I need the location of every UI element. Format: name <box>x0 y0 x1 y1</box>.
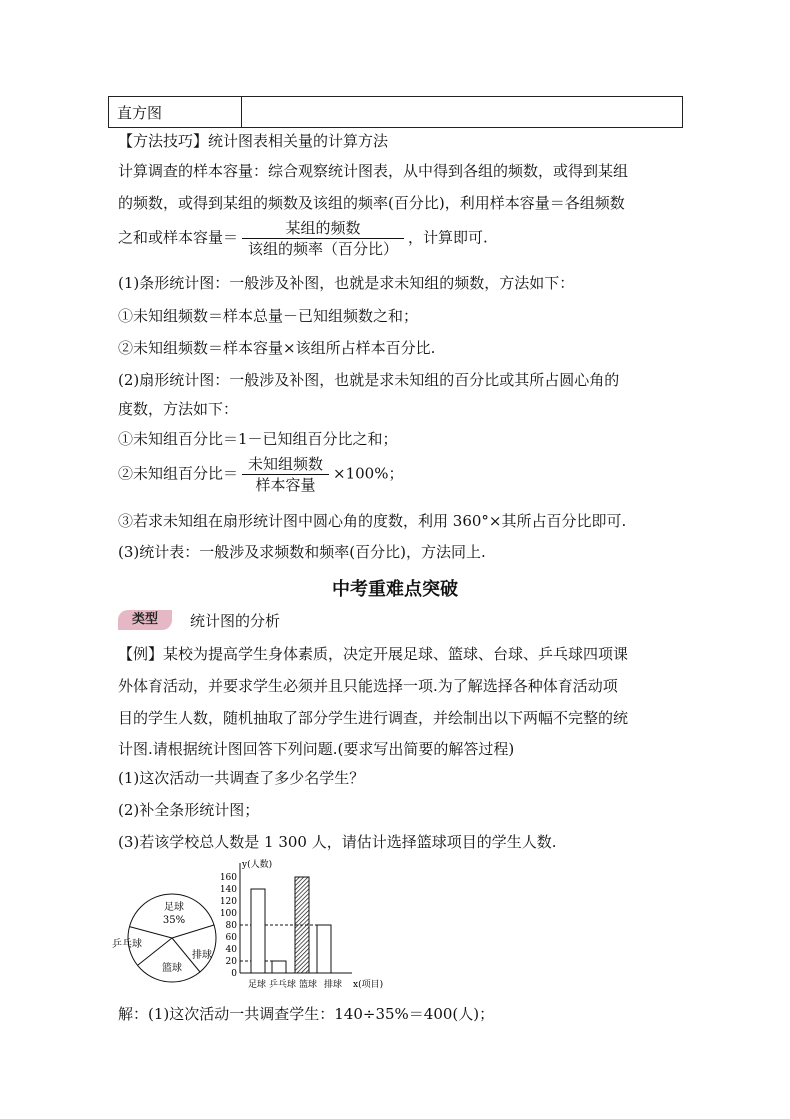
example-line-4: 计图.请根据统计图回答下列问题.(要求写出简要的解答过程) <box>118 740 515 758</box>
method-heading: 【方法技巧】统计图表相关量的计算方法 <box>118 132 389 150</box>
section-title: 中考重难点突破 <box>332 579 458 600</box>
pie-label-basketball: 篮球 <box>162 963 182 974</box>
method-paragraph-line-1: 计算调查的样本容量：综合观察统计图表，从中得到各组的频数，或得到某组 <box>118 162 629 180</box>
pie-label-football: 足球 <box>164 902 184 913</box>
bar-chart-rule-2: ②未知组频数＝样本容量×该组所占样本百分比. <box>118 339 436 357</box>
pie-chart <box>112 880 222 990</box>
bar-3 <box>317 925 331 973</box>
example-line-2: 外体育活动，并要求学生必须并且只能选择一项.为了解选择各种体育活动项 <box>118 677 618 695</box>
formula-suffix: ，计算即可. <box>408 228 488 247</box>
solution-line: 解：(1)这次活动一共调查学生：140÷35%＝400(人)； <box>118 1005 495 1023</box>
y-tick-label: 100 <box>219 909 237 919</box>
bar-2 <box>295 877 309 973</box>
table-cell-label: 直方图 <box>109 97 242 128</box>
pie-label-billiards: 排球 <box>192 950 212 961</box>
bar-chart-method-title: (1)条形统计图：一般涉及补图，也就是求未知组的频数，方法如下： <box>118 274 575 292</box>
bar-1 <box>272 961 286 973</box>
y-axis-label: y(人数) <box>242 860 273 870</box>
x-axis-label: x(项目) <box>353 980 384 990</box>
type-tag: 类型 <box>118 610 172 630</box>
x-tick-label: 篮球 <box>299 980 318 990</box>
x-tick-label: 乒乓球 <box>269 980 297 990</box>
formula-prefix: 之和或样本容量＝ <box>118 228 239 247</box>
pie-chart-rule-1: ①未知组百分比＝1－已知组百分比之和； <box>118 430 398 448</box>
percent-formula-prefix: ②未知组百分比＝ <box>118 464 239 483</box>
fraction-denominator: 该组的频率（百分比） <box>248 240 399 258</box>
example-line-3: 目的学生人数，随机抽取了部分学生进行调查，并绘制出以下两幅不完整的统 <box>118 709 629 727</box>
pie-label-football-percent: 35% <box>162 915 186 926</box>
y-tick-label: 0 <box>231 969 237 979</box>
pie-label-pingpong: 乒乓球 <box>112 939 142 950</box>
question-3: (3)若该学校总人数是 1 300 人，请估计选择篮球项目的学生人数. <box>118 833 557 851</box>
x-tick-label: 足球 <box>248 980 267 990</box>
percent-fraction <box>242 454 329 495</box>
percent-fraction-numerator: 未知组频数 <box>242 454 329 475</box>
percent-formula-suffix: ×100%； <box>333 464 404 483</box>
pie-chart-method-title-line-1: (2)扇形统计图：一般涉及补图，也就是求未知组的百分比或其所占圆心角的 <box>118 371 620 389</box>
y-tick-label: 120 <box>219 897 237 907</box>
method-paragraph-line-2: 的频数，或得到某组的频数及该组的频率(百分比)，利用样本容量＝各组频数 <box>118 194 625 212</box>
stat-table-note: (3)统计表：一般涉及求频数和频率(百分比)，方法同上. <box>118 543 486 561</box>
y-tick-label: 40 <box>225 945 237 955</box>
fraction-numerator: 某组的频数 <box>242 218 404 239</box>
table-cell-value <box>242 97 683 128</box>
pie-chart-rule-3: ③若求未知组在扇形统计图中圆心角的度数，利用 360°×其所占百分比即可. <box>118 512 627 530</box>
bar-0 <box>251 889 265 973</box>
y-tick-label: 60 <box>225 933 237 943</box>
bar-chart <box>215 855 390 995</box>
pie-chart-rule-2 <box>118 454 403 495</box>
question-1: (1)这次活动一共调查了多少名学生？ <box>118 769 365 787</box>
type-title: 统计图的分析 <box>190 612 281 630</box>
y-tick-label: 20 <box>225 957 237 967</box>
summary-table <box>108 96 683 128</box>
example-line-1: 【例】某校为提高学生身体素质，决定开展足球、篮球、台球、乒乓球四项课 <box>118 645 629 663</box>
question-2: (2)补全条形统计图； <box>118 801 260 819</box>
bar-chart-rule-1: ①未知组频数＝样本总量－已知组频数之和； <box>118 307 419 325</box>
y-tick-label: 80 <box>225 921 237 931</box>
sample-size-fraction <box>242 218 404 259</box>
percent-fraction-denominator: 样本容量 <box>255 476 316 494</box>
y-tick-label: 140 <box>219 885 237 895</box>
y-tick-label: 160 <box>219 873 237 883</box>
x-tick-label: 排球 <box>324 980 343 990</box>
method-paragraph-line-3 <box>118 218 488 259</box>
pie-chart-method-title-line-2: 度数，方法如下： <box>118 400 239 418</box>
